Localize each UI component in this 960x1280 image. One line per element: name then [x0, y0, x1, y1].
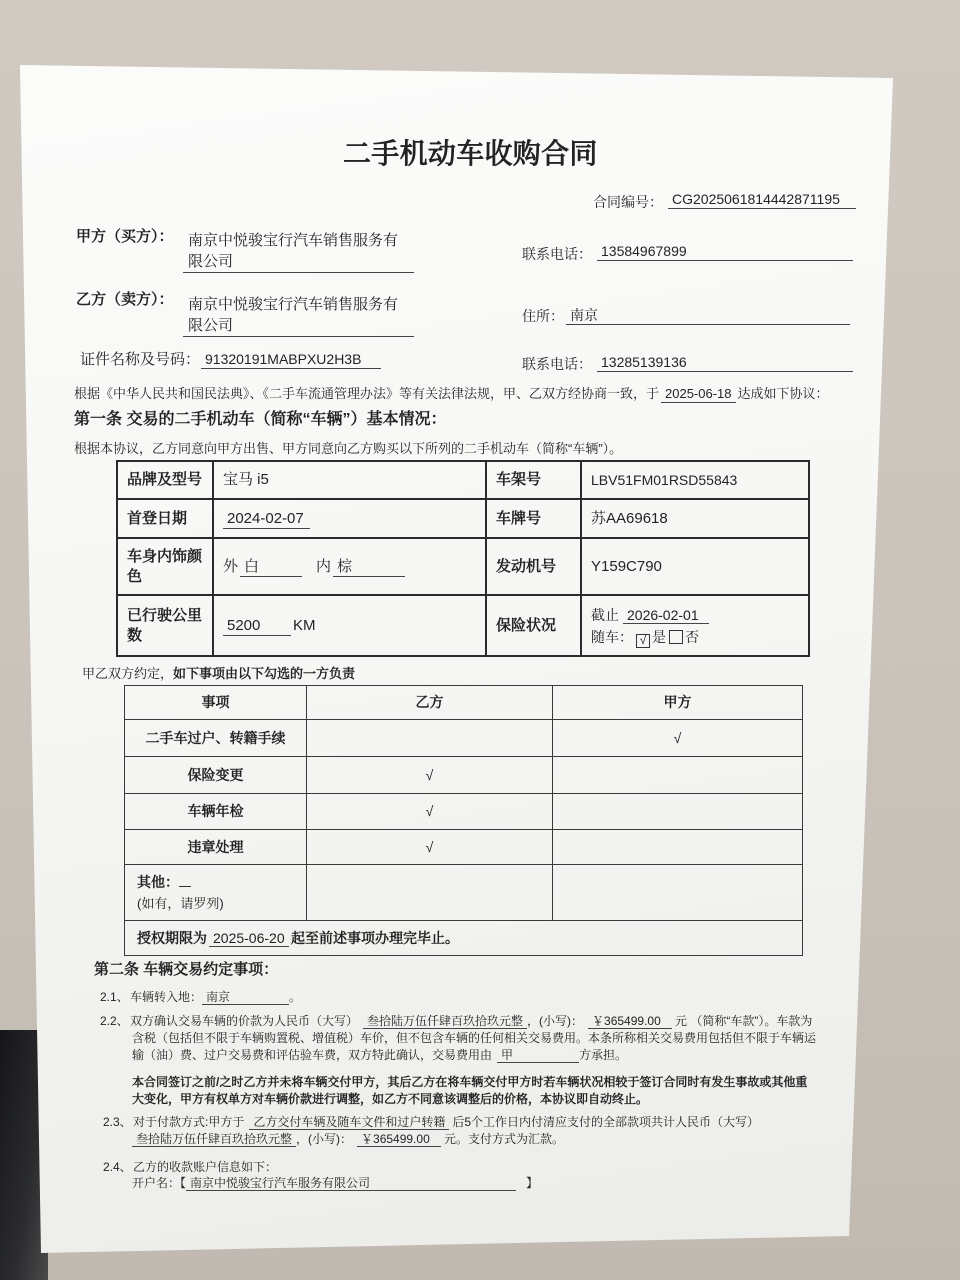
- price-small-label: ，(小写)：: [527, 1014, 584, 1028]
- column-header-party-b: 乙方: [307, 686, 553, 720]
- interior-color: 棕: [333, 558, 405, 577]
- vin-value: LBV51FM01RSD55843: [581, 461, 809, 499]
- table-header-row: [125, 686, 803, 720]
- party-b-phone-value: 13285139136: [597, 354, 853, 372]
- account-name-label: 开户名：【: [132, 1176, 187, 1190]
- vin-label: 车架号: [486, 461, 581, 499]
- party-b-address-label: 住所：: [522, 308, 564, 324]
- table-row: [117, 499, 809, 538]
- party-b-id-value: 91320191MABPXU2H3B: [201, 351, 381, 369]
- mileage-value: 5200: [223, 617, 291, 636]
- row-item: 车辆年检: [125, 794, 307, 830]
- insurance-cell: [581, 595, 809, 656]
- engine-value: Y159C790: [581, 538, 809, 595]
- contract-number-field: [668, 191, 856, 209]
- row-party-b-mark: √: [307, 830, 553, 865]
- plate-value: 苏AA69618: [581, 499, 809, 538]
- insurance-until-line: [591, 604, 801, 626]
- first-registration-value: 2024-02-07: [223, 510, 310, 529]
- total-small-label: ，(小写)：: [296, 1132, 353, 1146]
- party-b-phone-label: 联系电话：: [522, 356, 592, 372]
- other-item-cell: [125, 865, 307, 921]
- color-cell: [213, 538, 486, 595]
- table-row: [117, 595, 809, 656]
- destination-value: 南京: [202, 990, 289, 1005]
- party-a-label: 甲方（买方）：: [76, 228, 174, 245]
- row-party-a-mark: [553, 794, 803, 830]
- price-in-words: 叁拾陆万伍仟肆百玖拾玖元整: [363, 1014, 527, 1029]
- contract-number-label: 合同编号：: [593, 194, 663, 210]
- article-1-intro: 根据本协议，乙方同意向甲方出售、甲方同意向乙方购买以下所列的二手机动车（简称“车辆”）。: [74, 441, 623, 456]
- clause-2-2-line1: [100, 1014, 812, 1029]
- responsibility-intro-part1: 甲乙双方约定，: [82, 666, 174, 681]
- row-party-b-mark: √: [307, 794, 553, 830]
- clause-2-2-number: 2.2、: [100, 1014, 129, 1028]
- column-header-item: 事项: [125, 686, 307, 720]
- total-in-figures: ￥365499.00: [357, 1132, 441, 1147]
- other-party-b-cell: [307, 865, 553, 921]
- clause-2-3-line1-end: 后5个工作日内付清应支付的全部款项共计人民币（大写）: [452, 1115, 760, 1129]
- row-party-b-mark: [307, 720, 553, 757]
- clause-2-4-text: 乙方的收款账户信息如下：: [133, 1160, 278, 1174]
- article-2-heading: 第二条 车辆交易约定事项：: [94, 961, 279, 978]
- authorization-date: 2025-06-20: [209, 930, 289, 948]
- preamble: [74, 386, 829, 403]
- color-label: 车身内饰颜色: [117, 538, 213, 595]
- other-label: 其他：: [137, 873, 179, 890]
- table-row: [125, 830, 803, 865]
- with-car-line: [591, 626, 801, 648]
- payment-condition: 乙方交付车辆及随车文件和过户转籍: [249, 1115, 449, 1130]
- total-in-words: 叁拾陆万伍仟肆百玖拾玖元整: [132, 1132, 296, 1147]
- insurance-until-value: 2026-02-01: [623, 607, 709, 625]
- party-b-phone-field: [597, 354, 853, 372]
- clause-2-4: [103, 1160, 277, 1175]
- engine-label: 发动机号: [486, 538, 581, 595]
- account-name-end: 】: [526, 1176, 539, 1190]
- column-header-party-a: 甲方: [553, 686, 803, 720]
- clause-2-1-end: 。: [289, 990, 302, 1004]
- account-name-line: [132, 1176, 538, 1191]
- notice-line1: 本合同签订之前/之时乙方并未将车辆交付甲方，其后乙方在将车辆交付甲方时若车辆状况相较于签订合同时有发生事故或其他重: [132, 1075, 808, 1089]
- row-party-b-mark: √: [307, 757, 553, 794]
- clause-2-3-number: 2.3、: [103, 1115, 132, 1129]
- responsibility-table: [124, 685, 803, 956]
- party-a-phone-field: [597, 243, 853, 261]
- party-a-phone-value: 13584967899: [597, 243, 853, 261]
- with-car-no-checkbox: [669, 630, 683, 644]
- preamble-end: 达成如下协议：: [737, 386, 829, 401]
- with-car-yes-label: 是: [652, 628, 666, 645]
- clause-2-3-text: 对于付款方式:甲方于: [133, 1115, 245, 1129]
- clause-2-2-line1-end: 元 （简称“车款”）。车款为: [675, 1014, 813, 1028]
- table-row: [117, 538, 809, 595]
- table-row-other: [125, 865, 803, 921]
- insurance-label: 保险状况: [486, 595, 581, 656]
- account-name-value: 南京中悦骏宝行汽车服务有限公司: [186, 1176, 516, 1191]
- responsibility-intro: [82, 666, 355, 682]
- other-blank: [179, 873, 191, 887]
- table-row: [125, 757, 803, 794]
- clause-2-2-line3-end: 方承担。: [579, 1048, 628, 1062]
- row-party-a-mark: [553, 757, 803, 794]
- authorization-before: 授权期限为: [137, 929, 207, 946]
- contract-number-value: CG2025061814442871195: [668, 191, 856, 209]
- fee-payer-value: 甲: [497, 1048, 579, 1063]
- table-row: [125, 794, 803, 830]
- row-item: 保险变更: [125, 757, 307, 794]
- interior-prefix: 内: [316, 557, 332, 575]
- first-registration-label: 首登日期: [117, 499, 213, 538]
- party-b-label: 乙方（卖方）：: [76, 291, 174, 308]
- row-party-a-mark: [553, 830, 803, 865]
- first-registration-cell: [213, 499, 486, 538]
- brand-model-label: 品牌及型号: [117, 461, 213, 499]
- plate-label: 车牌号: [486, 499, 581, 538]
- clause-2-1-text: 车辆转入地：: [130, 990, 203, 1004]
- party-b-id-label: 证件名称及号码：: [80, 351, 201, 368]
- party-a-name-line1: 南京中悦骏宝行汽车销售服务有: [188, 232, 399, 249]
- party-b-id-field: [201, 351, 381, 369]
- clause-2-2-line2: 含税（包括但不限于车辆购置税、增值税）车价，但不包含车辆的任何相关交易费用。本条所称相关交易费用包括但不限于车辆运: [132, 1031, 817, 1045]
- clause-2-2-line3-text: 输（油）费、过户交易费和评估验车费，双方特此确认，交易费用由: [132, 1048, 493, 1062]
- clause-2-1-number: 2.1、: [100, 990, 129, 1004]
- agreement-date: 2025-06-18: [661, 386, 736, 403]
- clause-2-2-text: 双方确认交易车辆的价款为人民币（大写）: [130, 1014, 359, 1028]
- party-b-name-line1: 南京中悦骏宝行汽车销售服务有: [188, 296, 399, 313]
- table-row: [125, 720, 803, 757]
- mileage-label: 已行驶公里数: [117, 595, 213, 656]
- brand-model-value: 宝马 i5: [213, 461, 486, 499]
- notice-line2: 大变化，甲方有权单方对车辆价款进行调整，如乙方不同意该调整后的价格，本协议即自动终止。: [132, 1092, 649, 1106]
- party-a-name-line2: 限公司: [188, 253, 234, 270]
- mileage-cell: [213, 595, 486, 656]
- party-a-phone-label: 联系电话：: [522, 246, 592, 262]
- with-car-no-label: 否: [685, 628, 699, 645]
- responsibility-intro-part2: 如下事项由以下勾选的一方负责: [173, 666, 356, 681]
- vehicle-info-table: [116, 460, 810, 657]
- other-item-line: [137, 872, 306, 893]
- row-item: 二手车过户、转籍手续: [125, 720, 307, 757]
- clause-2-2-line3: [132, 1048, 627, 1063]
- article-1-heading: 第一条 交易的二手机动车（简称“车辆”）基本情况：: [74, 411, 447, 428]
- table-row: [117, 461, 809, 499]
- other-hint: (如有，请罗列): [137, 895, 224, 911]
- authorization-after: 起至前述事项办理完毕止。: [291, 929, 459, 946]
- insurance-until-label: 截止: [591, 606, 619, 623]
- preamble-text: 根据《中华人民共和国民法典》、《二手车流通管理办法》等有关法律法规，甲、乙双方经协商一致，于: [74, 386, 660, 401]
- authorization-cell: [125, 921, 803, 956]
- party-a-name: [183, 230, 414, 273]
- contract-title: 二手机动车收购合同: [343, 138, 598, 169]
- exterior-color: 白: [240, 558, 302, 577]
- party-b-address-value: 南京: [566, 307, 850, 325]
- row-item: 违章处理: [125, 830, 307, 865]
- with-car-label: 随车：: [591, 628, 633, 645]
- clause-2-4-number: 2.4、: [103, 1160, 132, 1174]
- row-party-a-mark: √: [553, 720, 803, 757]
- party-b-address-field: [566, 307, 850, 325]
- table-row-authorization: [125, 921, 803, 956]
- clause-2-3-line2-end: 元。支付方式为汇款。: [444, 1132, 565, 1146]
- with-car-yes-checkbox: √: [636, 634, 650, 648]
- exterior-prefix: 外: [223, 557, 239, 575]
- other-party-a-cell: [553, 865, 803, 921]
- price-in-figures: ￥365499.00: [588, 1014, 672, 1029]
- party-b-name: [183, 294, 414, 337]
- clause-2-3-line2: [132, 1132, 564, 1147]
- clause-2-1: [100, 990, 301, 1005]
- clause-2-3-line1: [103, 1115, 759, 1130]
- party-b-name-line2: 限公司: [188, 317, 234, 334]
- mileage-unit: KM: [293, 616, 316, 634]
